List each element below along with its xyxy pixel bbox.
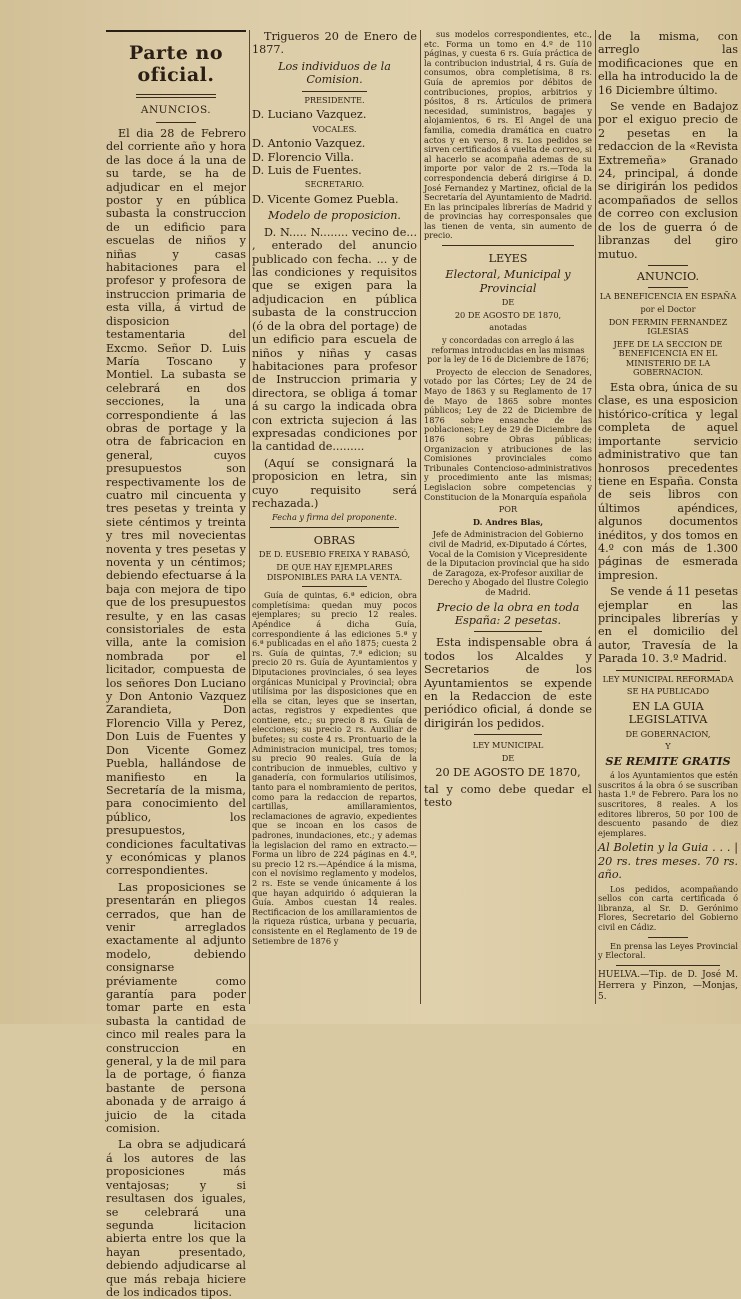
divider <box>616 670 720 671</box>
anuncio-heading: ANUNCIO. <box>636 269 700 283</box>
divider <box>648 937 688 938</box>
divider <box>302 586 367 587</box>
leyes-title: Electoral, Municipal y Provincial <box>445 268 571 295</box>
leyes-heading: LEYES <box>488 252 528 266</box>
column-3 <box>424 30 592 1016</box>
dateline: Trigueros 20 de Enero de 1877. <box>252 30 417 57</box>
ley-guia: EN LA GUIA LEGISLATIVA <box>628 699 708 727</box>
ley-gob: DE GOBERNACION, <box>625 728 711 739</box>
ley-reformada-heading: LEY MUNICIPAL REFORMADA <box>602 673 734 684</box>
model-heading: Modelo de proposicion. <box>268 209 401 223</box>
anuncios-heading: ANUNCIOS. <box>140 104 212 116</box>
benef-title: LA BENEFICENCIA EN ESPAÑA <box>599 291 737 302</box>
president-label: PRESIDENTE. <box>304 94 365 105</box>
column-rule <box>595 30 596 1004</box>
benef-author: DON FERMIN FERNANDEZ IGLESIAS <box>608 316 728 337</box>
por-label: POR <box>498 504 518 515</box>
divider <box>474 631 542 632</box>
catalog-continued: sus modelos correspondientes, etc., etc. Forma un tomo en 4.º de 110 páginas, y cuesta 6 rs. Guía práctica de la contribucion industrial, 4 rs. Guía de consumos, obra completísima, 8 rs. Guía de apremios por débitos de contribuciones, propios, arbitrios y pósitos, 8 rs. Artículos de primera necesidad, suministros, bagajes y alojamientos, 6 rs. El Angel de una familia, comedia dramática en cuatro actos y en verso, 8 rs. Los pedidos se sirven certificados á vuelta de correo, si al hacerlo se acompaña ademas de su importe por valor de 2 rs.—Toda la correspondencia deberá dirigirse á D. José Fernandez y Martinez, oficial de la Secretaría del Ayuntamiento de Madrid. En las principales librerías de Madrid y de provincias hay corresponsales que las tienen de venta, sin aumento de precio. <box>424 29 592 241</box>
divider <box>156 122 196 123</box>
ley-body: á los Ayuntamientos que estén suscritos á la obra ó se suscriban hasta 1.º de Febrero. Para los no suscritores, 8 reales. A los editores libreros, 50 por 100 de descuento pasando de diez ejemplares. <box>598 770 738 838</box>
column-1 <box>106 30 246 1299</box>
column-4 <box>598 30 738 1016</box>
boletin-prices: Al Boletin y la Guia . . . | 20 rs. tres meses. 70 rs. año. <box>598 841 738 882</box>
ley-pub: SE HA PUBLICADO <box>626 686 710 697</box>
imprint: HUELVA.—Tip. de D. José M. Herrera y Pinzon, —Monjas, 5. <box>598 969 738 1002</box>
obras-heading: OBRAS <box>313 533 356 547</box>
benef-role: JEFE DE LA SECCION DE BENEFICENCIA EN EL MINISTERIO DE LA GOBERNACION. <box>613 338 723 378</box>
obras-author: DE D. EUSEBIO FREIXA Y RABASÓ, <box>258 549 411 560</box>
model-sign: Fecha y firma del proponente. <box>272 512 397 523</box>
adjudicacion-paragraph: La obra se adjudicará á los autores de las proposiciones más ventajosas; y si resultasen dos iguales, se celebrará una segunda licitacion abierta entre los que la hayan presentado, debiendo adjudicarse al que más rebaja hiciere de los indicados tipos. <box>106 1138 246 1299</box>
obras-body: Guía de quintas, 6.ª edicion, obra completísima: quedan muy pocos ejemplares; su precio 12 reales. Apéndice á dicha Guía, correspondiente á las ediciones 5.ª y 6.ª publicadas en el año 1875; cuesta 2 rs. Guía de quintas, 7.ª edicion; su precio 20 rs. Guía de Ayuntamientos y Diputaciones provinciales, ó sea leyes orgánicas Municipal y Provincial; obra utilísima por las disposiciones que en ella se citan, leyes que se insertan, actas, registros y expedientes que contiene, etc.; su precio 8 rs. Guía de elecciones; su precio 2 rs. Auxiliar de bufetes; su coste 4 rs. Prontuario de la Administracion municipal, tres tomos; su precio 90 reales. Guía de la contribucion de inmuebles, cultivo y ganadería, con formularios utilísimos, tanto para el nombramiento de peritos, como para la redaccion de repartos, cartillas, amillaramientos, reclamaciones de agravio, expedientes que se incoan en los casos de padrones, inundaciones, etc.; y ademas la legislacion del ramo en extracto.—Forma un libro de 224 páginas en 4.º, su precio 12 rs.—Apéndice á la misma, con el novísimo reglamento y modelos, 2 rs. Este se vende únicamente á los que hayan adquirido ó adquieran la Guía. Ambos cuestan 14 reales. Rectificacion de los amillaramientos de la riqueza rústica, urbana y pecuaria, consistente en el Reglamento de 19 de Setiembre de 1876 y <box>252 590 417 946</box>
leyes-date: 20 DE AGOSTO DE 1870, <box>454 309 562 320</box>
divider <box>136 94 216 98</box>
leyes-de: DE <box>501 297 515 308</box>
vocal-name: D. Antonio Vazquez. <box>252 137 366 151</box>
divider <box>474 734 542 735</box>
secretary-name: D. Vicente Gomez Puebla. <box>252 193 399 207</box>
subasta-paragraph: El dia 28 de Febrero del corriente año y hora de las doce á la una de su tarde, se ha de adjudicar en el mejor postor y en pública subasta la construccion de un edificio para escuelas de niños y niñas y casas habitaciones para el profesor y profesora de instruccion primaria de esta villa, á virtud de disposicion testamentaria del Excmo. Señor D. Luis María Toscano y Montiel. La subasta se celebrará en dos secciones, la una correspondiente á las obras de portage y la otra de fabricacion en general, cuyos presupuestos son respectivamente los de cuatro mil cincuenta y tres pesetas y treinta y siete céntimos y treinta y tres mil novecientas noventa y tres pesetas y noventa y un céntimos; debiendo efectuarse á la baja con mejora de tipo que de los presupuestos resulte, y en las casas consistoriales de esta villa, ante la comision nombrada por el licitador, compuesta de los señores Don Luciano y Don Antonio Vazquez Zarandieta, Don Florencio Villa y Perez, Don Luis de Fuentes y Don Vicente Gomez Puebla, hallándose de manifiesto en la Secretaría de la misma, para conocimiento del público, los presupuestos, condiciones facultativas y económicas y planos correspondientes. <box>106 127 246 878</box>
divider <box>648 287 688 288</box>
ley-date: 20 DE AGOSTO DE 1870, <box>435 766 581 780</box>
president-name: D. Luciano Vazquez. <box>252 108 367 122</box>
leyes-body: Proyecto de eleccion de Senadores, votado por las Córtes; Ley de 24 de Mayo de 1863 y su Reglamento de 17 de Mayo de 1865 sobre montes públicos; Ley de 22 de Diciembre de 1876 sobre ensanche de las poblaciones; Ley de 29 de Diciembre de 1876 sobre Obras públicas; Organizacion y atribuciones de las Comisiones provinciales como Tribunales Contencioso-administrativos y procedimiento ante las mismas; Legislacion sobre competencias y Constitucion de la Monarquía española <box>424 366 592 502</box>
divider <box>270 527 399 528</box>
author-desc: Jefe de Administracion del Gobierno civil de Madrid, ex-Diputado á Córtes, Vocal de la Comision y Vicepresidente de la Diputacion provincial que ha sido de Zaragoza, ex-Profesor auxiliar de Derecho y Abogado del Ilustre Colegio de Madrid. <box>426 529 590 597</box>
prensa-paragraph: En prensa las Leyes Provincial y Electoral. <box>598 940 738 961</box>
benef-price: Se vende á 11 pesetas ejemplar en las principales librerías y en el domicilio del autor, Travesía de la Parada 10. 3.º Madrid. <box>598 585 738 666</box>
members-heading: Los individuos de la Comision. <box>278 59 391 87</box>
leyes-concord: y concordadas con arreglo á las reformas introducidas en las mismas por la ley de 16 de Diciembre de 1876; <box>427 335 589 365</box>
ley-de: DE <box>501 752 515 763</box>
section-masthead: Parte no oficial. <box>128 42 224 86</box>
leyes-annotated: anotadas <box>489 322 527 333</box>
ley-municipal-heading: LEY MUNICIPAL <box>472 740 544 751</box>
obras-sub: DE QUE HAY EJEMPLARES DISPONIBLES PARA LA VENTA. <box>266 561 403 582</box>
col4-top: de la misma, con arreglo las modificaciones que en ella ha introducido la de 16 Diciembre último. <box>598 30 738 97</box>
masthead-frame <box>106 30 246 86</box>
divider <box>648 265 688 266</box>
divider <box>302 91 367 92</box>
divider <box>442 245 574 246</box>
indispensable-paragraph: Esta indispensable obra á todos los Alcaldes y Secretarios de los Ayuntamientos se expende en la Redaccion de este periódico oficial, á donde se dirigirán los pedidos. <box>424 636 592 730</box>
vocales-label: VOCALES. <box>312 123 357 134</box>
price-line: Precio de la obra en toda España: 2 pesetas. <box>436 600 580 627</box>
benef-por: por el Doctor <box>640 303 696 314</box>
venta-paragraph: Se vende en Badajoz por el exiguo precio de 2 pesetas en la redaccion de la «Revista Extremeña» Granado 24, principal, á donde se dirigirán los pedidos acompañados de sellos de correo con exclusion de los de guerra ó de libranzas del giro mutuo. <box>598 100 738 261</box>
model-note: (Aquí se consignará la proposicion en letra, sin cuyo requisito será rechazada.) <box>252 456 417 510</box>
benef-body: Esta obra, única de su clase, es una esposicion histórico-crítica y legal completa de aquel importante servicio administrativo que tan honrosos precedentes tiene en España. Consta de seis libros con últimos apéndices, algunos documentos inéditos, y dos tomos en 4.º con más de 1.300 páginas de esmerada impresion. <box>598 381 738 582</box>
divider <box>616 965 720 966</box>
vocal-name: D. Florencio Villa. <box>252 150 354 164</box>
column-rule <box>420 30 421 1004</box>
secretary-label: SECRETARIO. <box>304 179 365 190</box>
proposiciones-paragraph: Las proposiciones se presentarán en pliegos cerrados, que han de venir arreglados exactamente al adjunto modelo, debiendo consignarse préviamente como garantía para poder tomar parte en esta subasta la cantidad de cinco mil reales para la construccion en general, y la de mil para la de portage, ó fianza bastante de persona abonada y de arraigo á juicio de la citada comision. <box>106 880 246 1136</box>
ley-tail: tal y como debe quedar el testo <box>424 782 592 810</box>
model-body: D. N..... N........ vecino de... , enterado del anuncio publicado con fecha. ... y de las condiciones y requisitos que se exigen para la adjudicacion en pública subasta de la construccion (ó de la obra del portage) de un edificio para escuela de niños y niñas y casas habitaciones para profesor de Instruccion primaria y directora, se obliga á tomar á su cargo la indicada obra con extricta sujecion á las expresadas condiciones por la cantidad de......... <box>252 225 417 454</box>
vocal-name: D. Luis de Fuentes. <box>252 164 362 178</box>
column-2 <box>252 30 417 1016</box>
column-rule <box>249 30 250 1004</box>
pedidos-paragraph: Los pedidos, acompañando sellos con carta certificada ó libranza, al Sr. D. Gerónimo Flores, Secretario del Gobierno civil en Cádiz. <box>598 883 738 932</box>
ley-remite: SE REMITE GRATIS <box>605 753 731 768</box>
author-name: D. Andres Blas, <box>472 516 544 527</box>
ley-y: Y <box>665 741 671 752</box>
